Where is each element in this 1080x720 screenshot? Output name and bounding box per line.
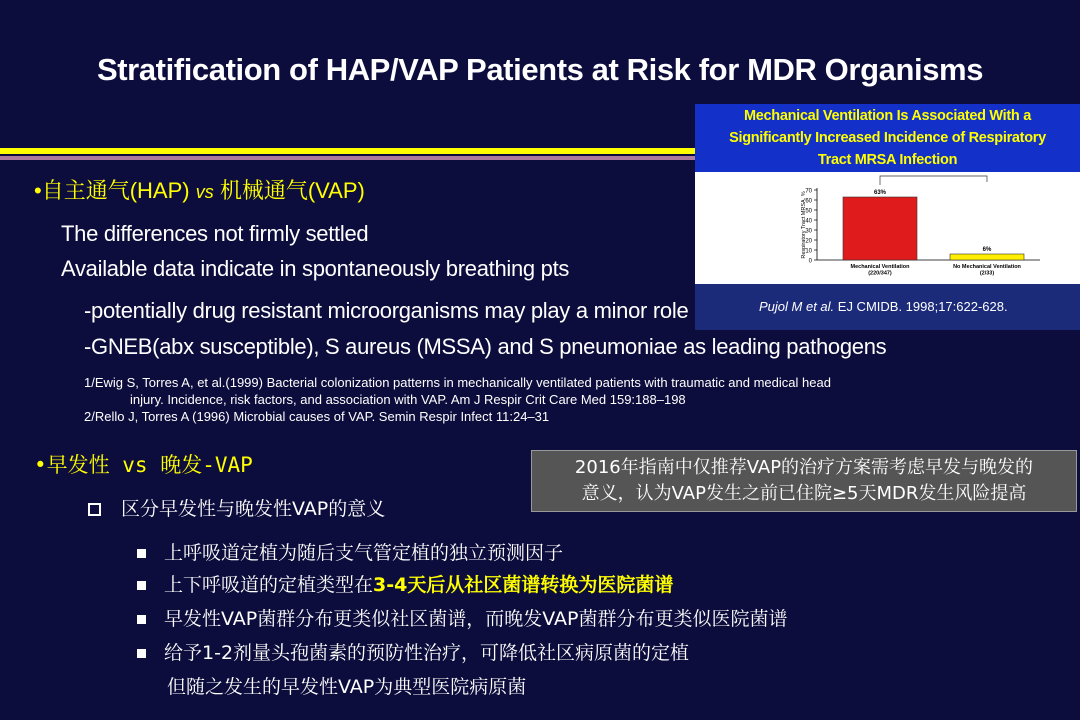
reference-1b: injury. Incidence, risk factors, and association with VAP. Am J Respir Crit Care Med 159:188–198: [130, 392, 686, 407]
section1-sub1: -potentially drug resistant microorganisms may play a minor role: [84, 298, 689, 323]
section2-item2-highlight: 3-4天后从社区菌谱转换为医院菌谱: [373, 574, 674, 596]
bar-2: [950, 254, 1024, 260]
reference-1a: 1/Ewig S, Torres A, et al.(1999) Bacterial colonization patterns in mechanically ventilated patients with traumatic and medical head: [84, 375, 831, 390]
inset-chart-title: [695, 104, 1080, 172]
inset-title-line2: Significantly Increased Incidence of Respiratory: [729, 130, 1046, 146]
section2-item4-text: 给予1-2剂量头孢菌素的预防性治疗，可降低社区病原菌的定植: [164, 642, 690, 664]
section2-item4: [137, 638, 689, 665]
inset-title-line3: Tract MRSA Infection: [817, 152, 958, 168]
section1-heading: [34, 174, 365, 205]
inset-chart-panel: [695, 104, 1080, 330]
inset-title-line1: Mechanical Ventilation Is Associated With a: [744, 108, 1031, 124]
square-bullet-icon: [137, 615, 146, 624]
bar-1: [843, 197, 917, 260]
bar-value-label: 6%: [982, 247, 992, 253]
section1-line1: The differences not firmly settled: [61, 221, 369, 246]
hollow-square-bullet-icon: [88, 503, 101, 516]
x-category-label: Mechanical Ventilation: [850, 264, 910, 270]
section2-item3: [137, 604, 787, 631]
yellow-divider: [0, 148, 700, 154]
x-category-label: (220/347): [868, 270, 892, 277]
y-tick-label: 50: [805, 208, 812, 215]
chart-area: [695, 172, 1080, 284]
section2-heading: •早发性 vs 晚发-VAP: [34, 453, 253, 477]
guideline-callout-box: [531, 450, 1077, 512]
section2-subheading: [88, 494, 385, 521]
citation-authors: Pujol M et al.: [759, 299, 835, 314]
x-category-label: (2/33): [979, 270, 995, 277]
y-tick-label: 10: [805, 248, 812, 255]
y-axis-label: Respiratory Tract MRSA, %: [801, 191, 807, 259]
purple-divider: [0, 156, 700, 160]
mrsa-bar-chart: [695, 172, 1080, 284]
section2-item2: [137, 570, 673, 597]
inset-citation: [759, 299, 1008, 314]
y-tick-label: 40: [805, 218, 812, 225]
section2-subheading-text: 区分早发性与晚发性VAP的意义: [121, 498, 386, 520]
y-tick-label: 30: [805, 228, 812, 235]
section2-item1: [137, 538, 563, 565]
reference-2: 2/Rello J, Torres A (1996) Microbial causes of VAP. Semin Respir Infect 11:24–31: [84, 409, 550, 424]
section2-item1-text: 上呼吸道定植为随后支气管定植的独立预测因子: [164, 542, 564, 564]
y-tick-label: 70: [805, 188, 812, 195]
section1-line2: Available data indicate in spontaneously breathing pts: [61, 256, 570, 281]
section2-item4-continued: 但随之发生的早发性VAP为典型医院病原菌: [167, 676, 527, 698]
bar-value-label: 63%: [873, 190, 887, 196]
section2-item3-text: 早发性VAP菌群分布更类似社区菌谱，而晚发VAP菌群分布更类似医院菌谱: [164, 608, 788, 630]
x-category-label: No Mechanical Ventilation: [953, 264, 1021, 270]
section1-sub2: -GNEB(abx susceptible), S aureus (MSSA) and S pneumoniae as leading pathogens: [84, 334, 887, 359]
section1-heading-post: 机械通气(VAP): [213, 178, 365, 203]
callout-line1: 2016年指南中仅推荐VAP的治疗方案需考虑早发与晚发的: [574, 457, 1034, 478]
significance-bracket: [880, 176, 987, 185]
section2-item2-text: 上下呼吸道的定植类型在: [164, 574, 374, 596]
square-bullet-icon: [137, 581, 146, 590]
section1-heading-pre: •自主通气(HAP): [34, 178, 196, 203]
section1-heading-vs: vs: [195, 182, 214, 202]
y-tick-label: 0: [808, 258, 812, 265]
callout-line2: 意义，认为VAP发生之前已住院≥5天MDR发生风险提高: [581, 483, 1027, 504]
square-bullet-icon: [137, 649, 146, 658]
square-bullet-icon: [137, 549, 146, 558]
citation-journal: EJ CMIDB. 1998;17:622-628.: [834, 299, 1008, 314]
y-tick-label: 60: [805, 198, 812, 205]
slide-title: Stratification of HAP/VAP Patients at Risk for MDR Organisms: [96, 52, 984, 87]
y-tick-label: 20: [805, 238, 812, 245]
